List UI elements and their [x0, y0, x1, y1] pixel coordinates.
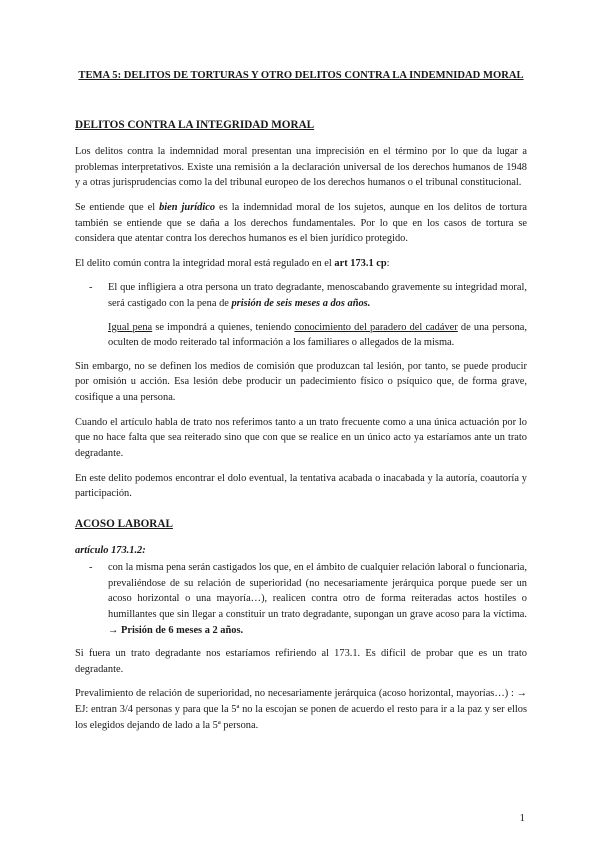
paragraph-medios-comision: Sin embargo, no se definen los medios de comisión que produzcan tal lesión, por tanto, se puede producir por omisión u acción. Esa lesión debe producir un padecimiento físico o psíquico que, de forma grave, cosifique a una persona.	[75, 360, 527, 404]
bold-term-penalty: prisión de seis meses a dos años.	[231, 298, 371, 310]
bold-term-penalty: Prisión de 6 meses a 2 años.	[121, 624, 244, 636]
bold-term-bien-juridico: bien jurídico	[159, 201, 216, 213]
document-page	[75, 68, 527, 742]
text-run: con la misma pena serán castigados los que, en el ámbito de cualquier relación laboral o funcionaria, prevaliéndose de su relación de superioridad (no necesariamente jerárquica porque puede ser un acoso horizontal o una mayoría…), realicen contra otro de forma reiteradas actos hostiles o humillantes que sin llegar a constituir un trato degradante, supongan un grave acoso para la víctima. →	[108, 562, 527, 636]
text-run: El que infligiera a otra persona un trato degradante, menoscabando gravemente su integridad moral, será castigado con la pena de	[108, 282, 527, 310]
text-run: se impondrá a quienes, teniendo	[152, 321, 295, 333]
bold-term-article: art 173.1 cp	[334, 257, 387, 269]
underlined-term-igual-pena: Igual pena	[108, 321, 153, 333]
paragraph-intro: Los delitos contra la indemnidad moral presentan una imprecisión en el término por lo que da lugar a problemas interpretativos. Existe una remisión a la declaración universal de los derechos humanos de 1948 y a otras jurisprudencias como la del tribunal europeo de los derechos humanos o el tribunal constitucional.	[75, 146, 527, 189]
bullet-dash: -	[89, 282, 93, 294]
document-title: TEMA 5: DELITOS DE TORTURAS Y OTRO DELITOS CONTRA LA INDEMNIDAD MORAL	[78, 70, 524, 81]
text-run: Se entiende que el	[75, 201, 160, 213]
section-heading-acoso-laboral: ACOSO LABORAL	[75, 517, 173, 530]
bullet-text	[108, 280, 527, 311]
text-run: de una persona, oculten de modo reiterado tal información a los familiares o allegados de la misma.	[108, 321, 528, 349]
bullet-text	[108, 560, 527, 638]
section-heading-integridad-moral: DELITOS CONTRA LA INTEGRIDAD MORAL	[75, 119, 315, 132]
paragraph-delito-comun	[75, 256, 527, 272]
paragraph-trato: Cuando el artículo habla de trato nos referimos tanto a un trato frecuente como a una única actuación por lo que no hace falta que sea reiterado sino que con que se realice en un único acto ya estaríamos ante un trato degradante.	[75, 416, 527, 459]
paragraph-bien-juridico	[75, 200, 527, 247]
sub-paragraph-igual-pena	[108, 320, 527, 351]
bullet-item-173-1-2	[75, 560, 527, 638]
text-run: :	[386, 257, 390, 269]
paragraph-prevalimiento: Prevalimiento de relación de superioridad, no necesariamente jerárquica (acoso horizontal, mayorías…) : → EJ: entran 3/4 personas y para que la 5ª no la escojan se ponen de acuerdo el resto para ir a la paz y ser ellos los elegidos dejando de lado a la 5ª persona.	[75, 688, 527, 731]
paragraph-trato-degradante: Si fuera un trato degradante nos estaríamos refiriendo al 173.1. Es difícil de probar que es un trato degradante.	[75, 648, 527, 675]
text-run: El delito común contra la integridad moral está regulado en el	[75, 257, 335, 269]
page-number: 1	[519, 812, 525, 824]
text-run: es la indemnidad moral de los sujetos, aunque en los delitos de tortura también se entiende que se daña a los derechos fundamentales. Por lo que en los casos de tortura se considera que atentar contra los derechos humanos es el bien jurídico protegido.	[75, 201, 527, 245]
underlined-term-paradero: conocimiento del paradero del cadáver	[294, 321, 458, 333]
bullet-item-173-1	[75, 280, 527, 311]
bullet-dash: -	[89, 562, 93, 574]
article-label: artículo 173.1.2:	[75, 544, 146, 556]
paragraph-dolo: En este delito podemos encontrar el dolo eventual, la tentativa acabada o inacabada y la autoría, coautoría y participación.	[75, 472, 527, 500]
